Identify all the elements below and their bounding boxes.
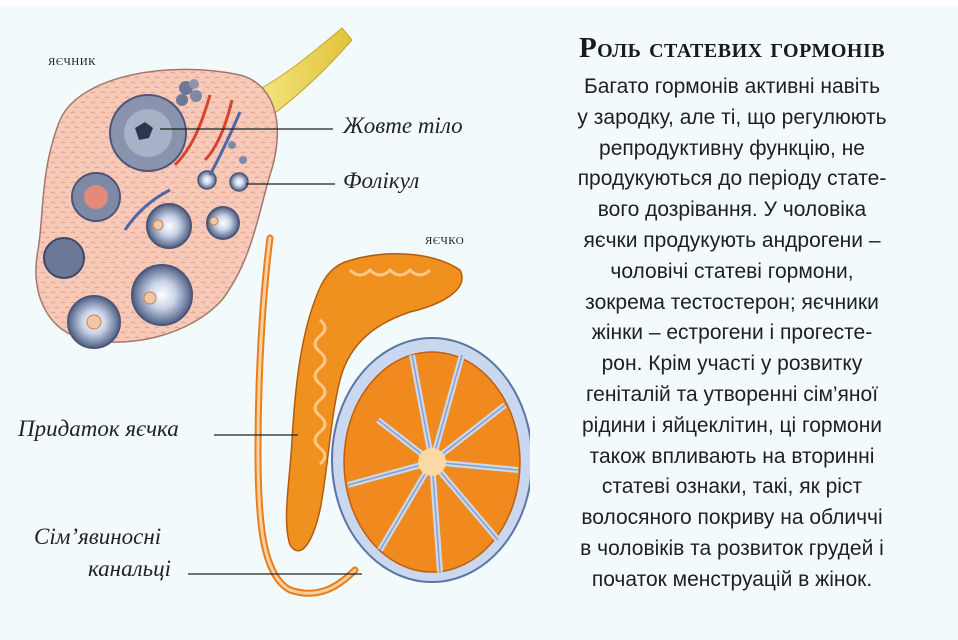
ovary-label: яєчник [48, 53, 96, 69]
article-line: жінки – естрогени і прогесте- [591, 321, 873, 345]
article-line: статеві ознаки, такі, як ріст [601, 475, 863, 499]
epididymis-label: Придаток яєчка [18, 416, 179, 441]
article-line: початок менструацій в жінок. [591, 567, 873, 591]
article-line: рідини і яйцеклітин, ці гормони [581, 413, 883, 437]
article-line: яєчки продукують андрогени – [583, 228, 881, 252]
follicle-label: Фолікул [343, 168, 420, 193]
article-line: волосяного покриву на обличчі [581, 506, 883, 530]
seminiferous-label-line2: канальці [88, 556, 171, 581]
article-line: у зародку, але ті, що регулюють [577, 105, 887, 129]
article-line: зокрема тестостерон; яєчники [585, 290, 879, 314]
article-line: геніталій та утворенні сім’яної [585, 382, 879, 406]
testis-label: яєчко [425, 232, 465, 248]
corpus-luteum-label: Жовте тіло [343, 113, 463, 138]
article-line: в чоловіків та розвиток грудей і [580, 536, 884, 560]
article-title: Роль статевих гормонів [578, 32, 886, 64]
article [536, 30, 928, 596]
article-line: також впливають на вторинні [589, 444, 875, 468]
article-line: продукуються до періоду стате- [577, 167, 887, 191]
article-line: вого дозрівання. У чоловіка [597, 198, 867, 222]
article-line: репродуктивну функцію, не [599, 136, 865, 160]
corpus-luteum-shape [110, 95, 186, 171]
article-body [536, 72, 928, 596]
article-line: рон. Крім участі у розвитку [601, 352, 863, 376]
article-line: чоловічі статеві гормони, [610, 259, 854, 283]
article-line: Багато гормонів активні навіть [583, 75, 881, 98]
testis-section [332, 338, 530, 582]
seminiferous-label-line1: Сім’явиносні [34, 524, 162, 549]
